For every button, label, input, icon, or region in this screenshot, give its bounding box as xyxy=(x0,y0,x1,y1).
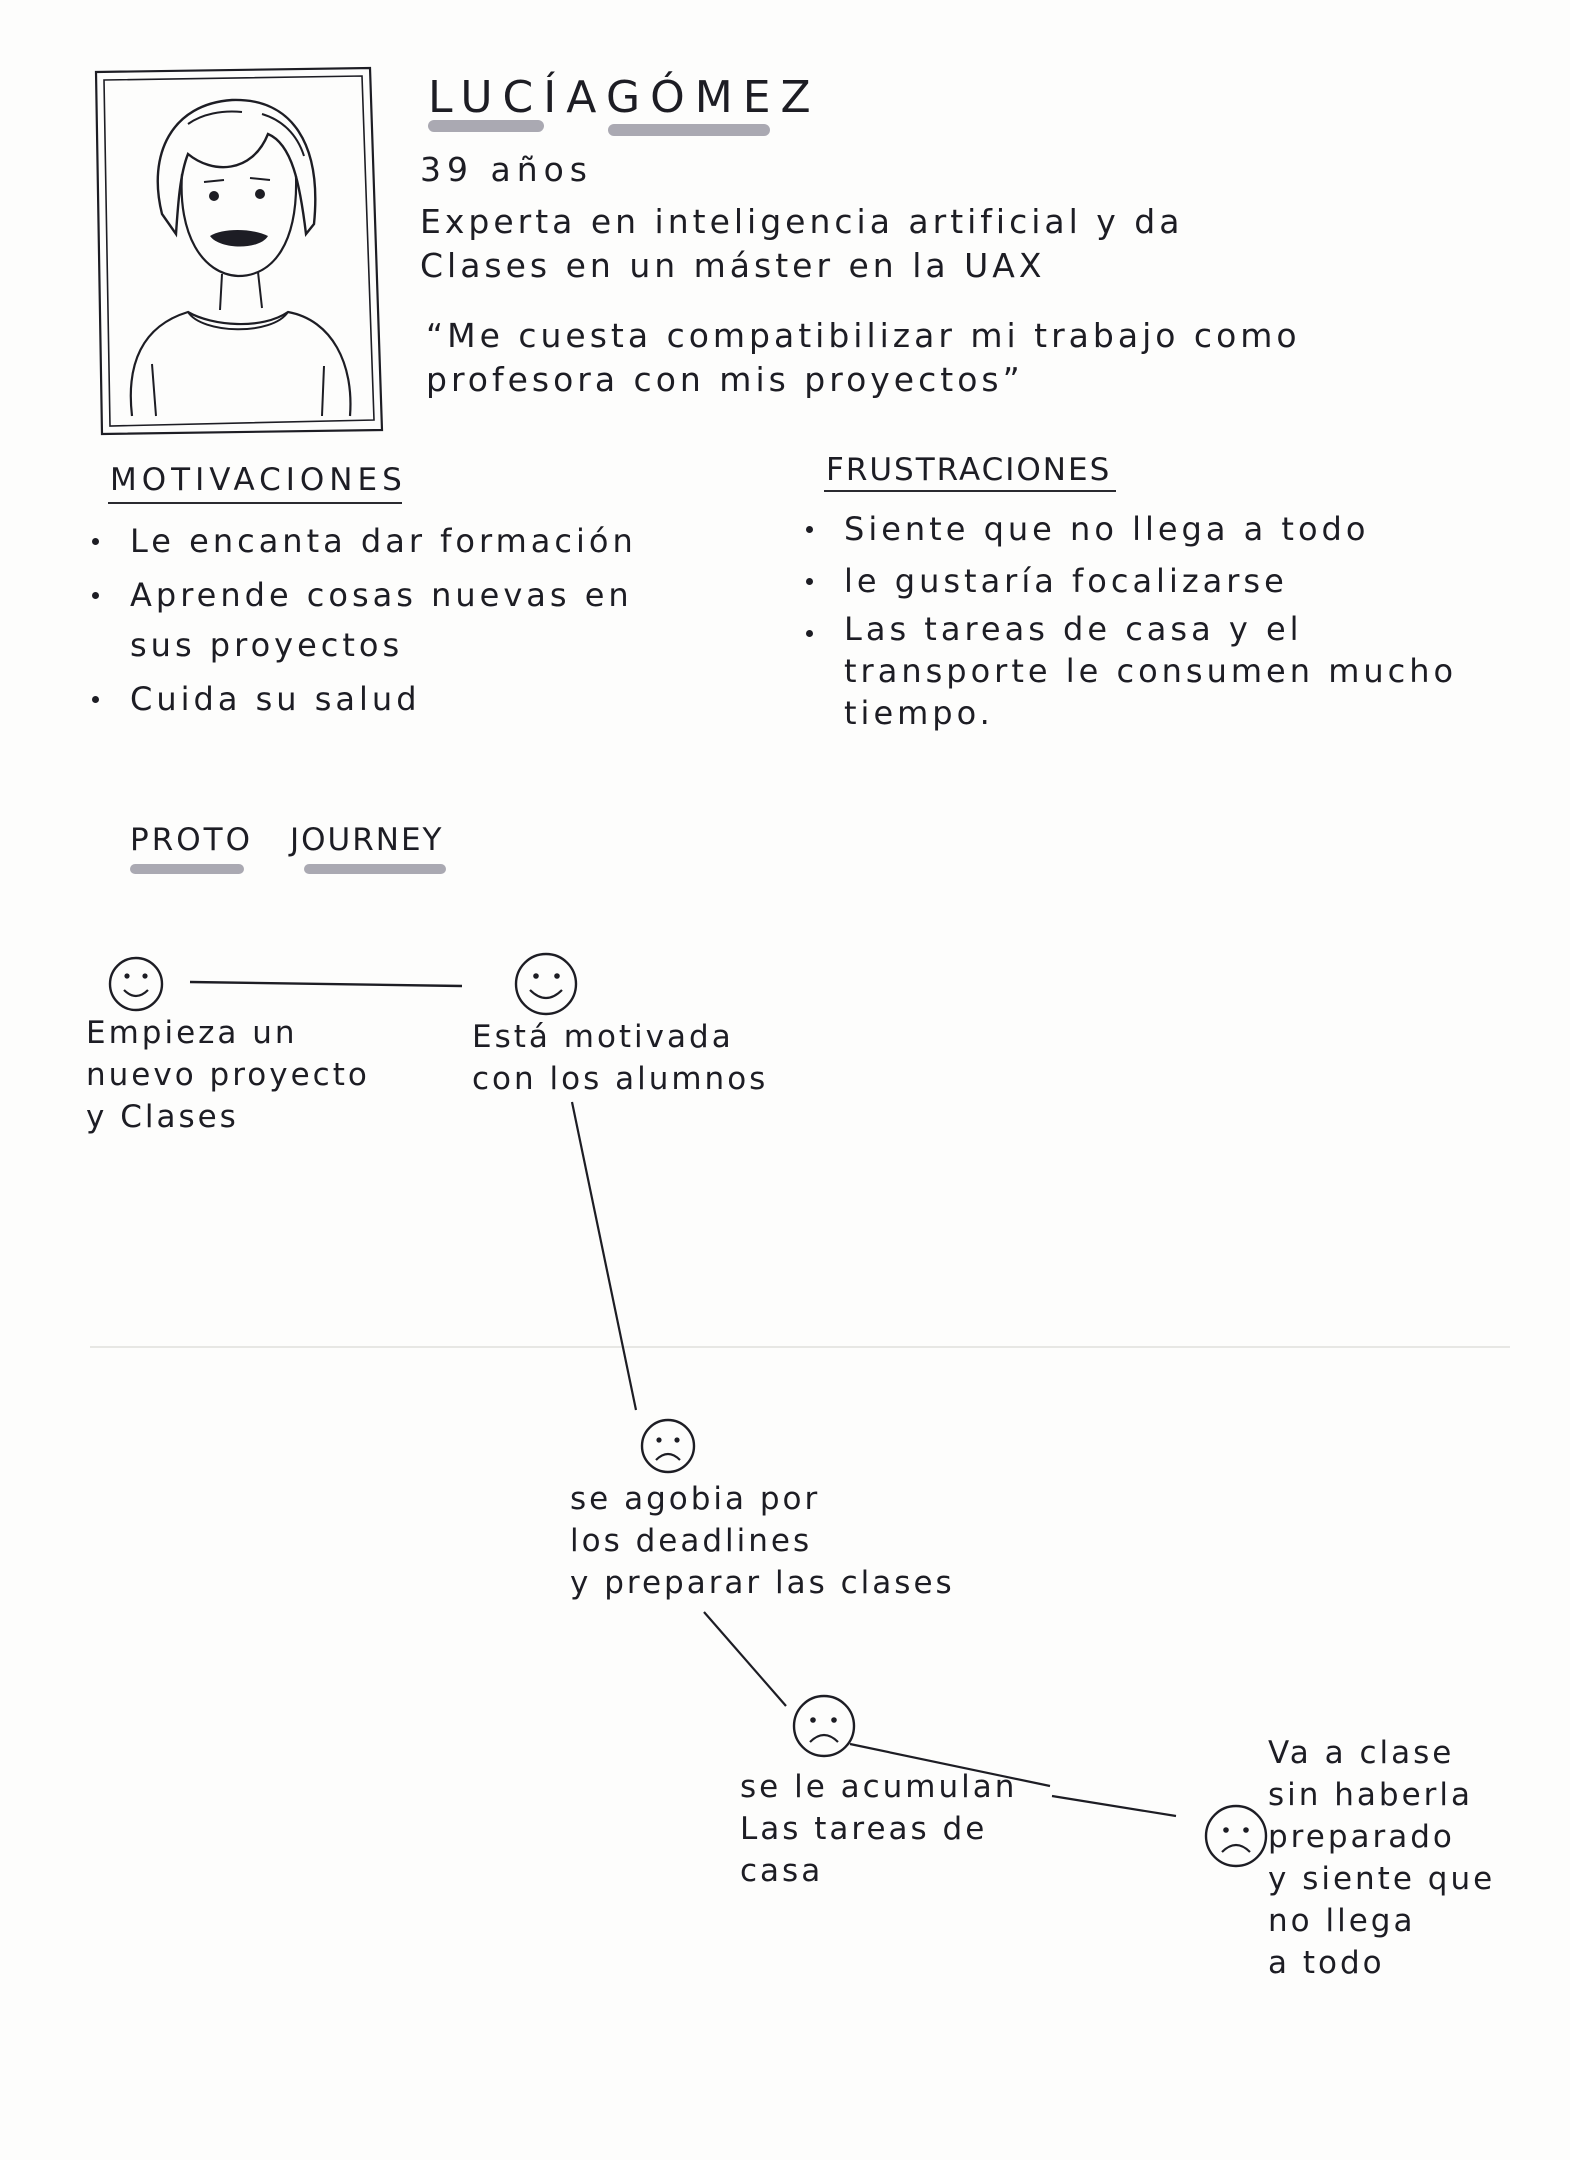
persona-age: 39 años xyxy=(420,150,594,189)
description-line-1: Experta en inteligencia artificial y da xyxy=(420,202,1184,241)
journey-heading-2: JOURNEY xyxy=(290,822,444,858)
journey-connector xyxy=(572,1102,636,1410)
journey-step-label: Está motivada con los alumnos xyxy=(472,1019,769,1097)
journey-heading-1: PROTO xyxy=(130,822,253,858)
motivacion-item: Le encanta dar formación xyxy=(86,516,637,566)
quote-line-2: profesora con mis proyectos” xyxy=(426,360,1024,399)
journey-step-label: se agobia por los deadlines y preparar las clases xyxy=(570,1481,955,1601)
sad-face-icon xyxy=(642,1420,694,1472)
description-line-2: Clases en un máster en la UAX xyxy=(420,246,1046,285)
journey-connector xyxy=(704,1612,786,1706)
journey-connector xyxy=(190,982,462,986)
motivaciones-heading: MOTIVACIONES xyxy=(110,462,407,498)
smiley-face-icon xyxy=(516,954,576,1014)
persona-first-name: LUCÍA xyxy=(428,72,607,123)
sad-face-icon xyxy=(1206,1806,1266,1866)
frustraciones-heading: FRUSTRACIONES xyxy=(826,452,1112,488)
frustracion-item: Siente que no llega a todo xyxy=(800,504,1457,554)
motivacion-item: Aprende cosas nuevas en sus proyectos xyxy=(86,570,637,670)
sad-face-icon xyxy=(794,1696,854,1756)
frustracion-item: Las tareas de casa y el transporte le consumen mucho tiempo. xyxy=(800,608,1457,734)
journey-step-label: Va a clase sin haberla preparado y siente que no llega a todo xyxy=(1268,1735,1496,1981)
motivacion-item: Cuida su salud xyxy=(86,674,637,724)
smiley-face-icon xyxy=(110,958,162,1010)
persona-last-name: GÓMEZ xyxy=(606,72,821,123)
journey-step-label: Empieza un nuevo proyecto y Clases xyxy=(86,1015,370,1135)
quote-line-1: “Me cuesta compatibilizar mi trabajo como xyxy=(426,316,1301,355)
frustracion-item: le gustaría focalizarse xyxy=(800,556,1457,606)
journey-step-label: se le acumulan Las tareas de casa xyxy=(740,1769,1018,1889)
